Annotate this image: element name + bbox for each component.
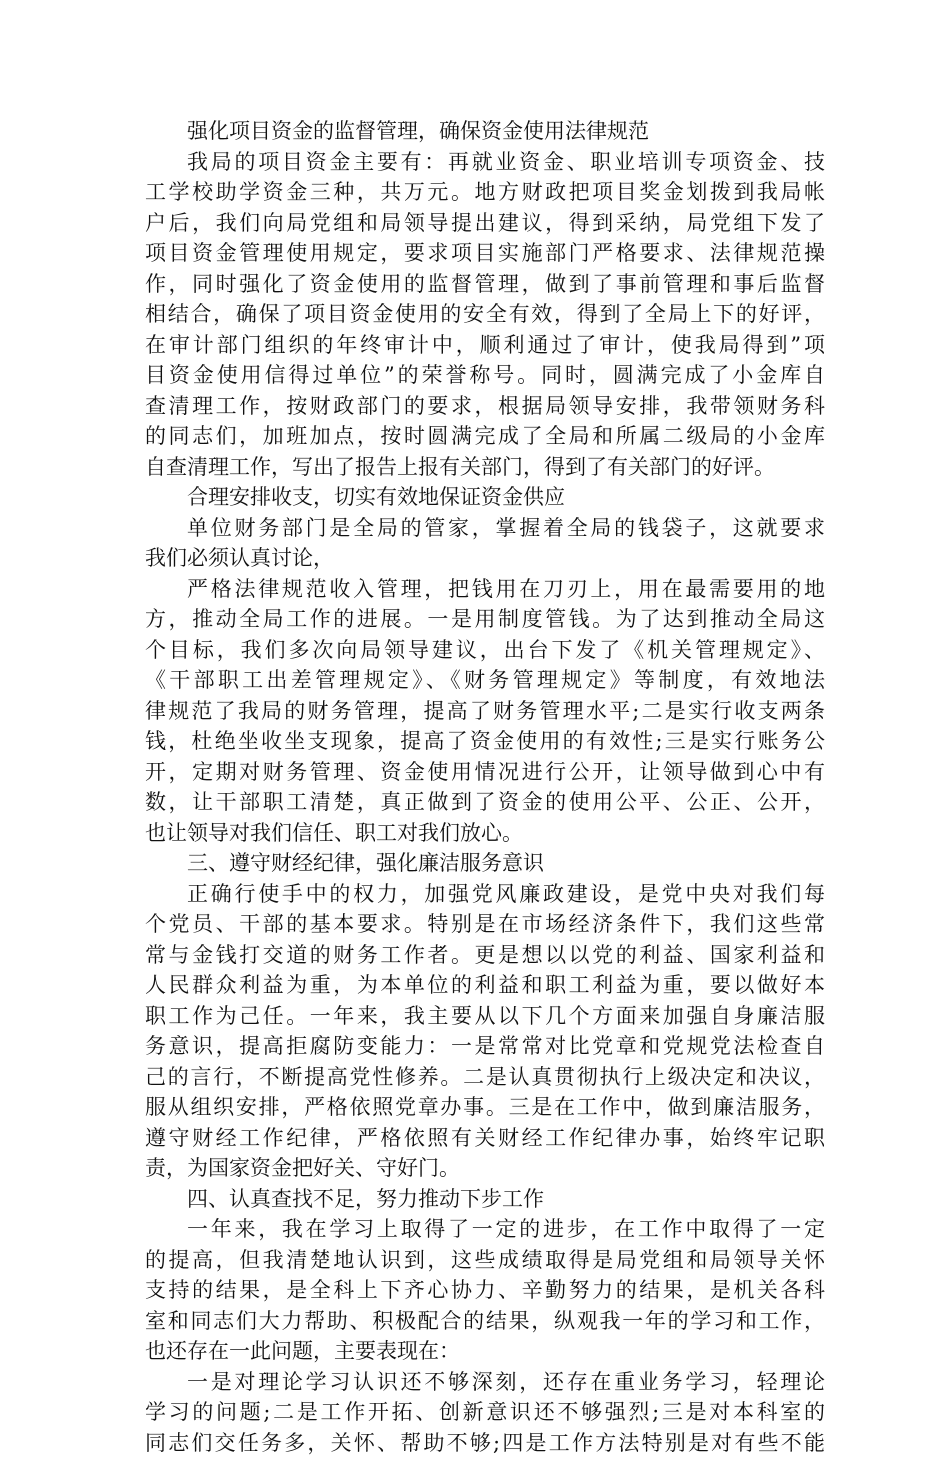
document-line: 我局的项目资金主要有：再就业资金、职业培训专项资金、技 — [145, 147, 825, 178]
document-line: 一年来，我在学习上取得了一定的进步，在工作中取得了一定 — [145, 1214, 825, 1245]
document-line: 户后，我们向局党组和局领导提出建议，得到采纳，局党组下发了 — [145, 208, 825, 239]
document-line: 《干部职工出差管理规定》、《财务管理规定》等制度，有效地法 — [145, 665, 825, 696]
document-line: 正确行使手中的权力，加强党风廉政建设，是党中央对我们每 — [145, 879, 825, 910]
document-line: 务意识，提高拒腐防变能力：一是常常对比党章和党规党法检查自 — [145, 1031, 825, 1062]
document-line: 也还存在一此问题，主要表现在： — [145, 1336, 825, 1367]
document-page — [145, 116, 825, 1458]
document-line: 也让领导对我们信任、职工对我们放心。 — [145, 818, 825, 849]
document-line: 单位财务部门是全局的管家，掌握着全局的钱袋子，这就要求 — [145, 513, 825, 544]
document-line: 严格法律规范收入管理，把钱用在刀刃上，用在最需要用的地 — [145, 574, 825, 605]
document-line: 开，定期对财务管理、资金使用情况进行公开，让领导做到心中有 — [145, 757, 825, 788]
document-line: 个目标，我们多次向局领导建议，出台下发了《机关管理规定》、 — [145, 635, 825, 666]
document-line: 人民群众利益为重，为本单位的利益和职工利益为重，要以做好本 — [145, 970, 825, 1001]
document-line: 在审计部门组织的年终审计中，顺利通过了审计，使我局得到”项 — [145, 330, 825, 361]
document-line: 工学校助学资金三种，共万元。地方财政把项目奖金划拨到我局帐 — [145, 177, 825, 208]
document-line: 己的言行，不断提高党性修养。二是认真贯彻执行上级决定和决议， — [145, 1062, 825, 1093]
document-line: 数，让干部职工清楚，真正做到了资金的使用公平、公正、公开， — [145, 787, 825, 818]
document-line: 一是对理论学习认识还不够深刻，还存在重业务学习，轻理论 — [145, 1367, 825, 1398]
document-line: 常与金钱打交道的财务工作者。更是想以以党的利益、国家利益和 — [145, 940, 825, 971]
document-line: 责，为国家资金把好关、守好门。 — [145, 1153, 825, 1184]
document-line: 同志们交任务多，关怀、帮助不够;四是工作方法特别是对有些不能 — [145, 1428, 825, 1458]
document-line: 服从组织安排，严格依照党章办事。三是在工作中，做到廉洁服务， — [145, 1092, 825, 1123]
document-line: 的提高，但我清楚地认识到，这些成绩取得是局党组和局领导关怀 — [145, 1245, 825, 1276]
document-line: 相结合，确保了项目资金使用的安全有效，得到了全局上下的好评， — [145, 299, 825, 330]
document-line: 强化项目资金的监督管理，确保资金使用法律规范 — [145, 116, 825, 147]
document-line: 目资金使用信得过单位”的荣誉称号。同时，圆满完成了小金库自 — [145, 360, 825, 391]
document-line: 职工作为己任。一年来，我主要从以下几个方面来加强自身廉洁服 — [145, 1001, 825, 1032]
document-line: 项目资金管理使用规定，要求项目实施部门严格要求、法律规范操 — [145, 238, 825, 269]
document-line: 作，同时强化了资金使用的监督管理，做到了事前管理和事后监督 — [145, 269, 825, 300]
document-line: 查清理工作，按财政部门的要求，根据局领导安排，我带领财务科 — [145, 391, 825, 422]
document-line: 我们必须认真讨论， — [145, 543, 825, 574]
document-line: 个党员、干部的基本要求。特别是在市场经济条件下，我们这些常 — [145, 909, 825, 940]
document-line: 三、遵守财经纪律，强化廉洁服务意识 — [145, 848, 825, 879]
document-line: 钱，杜绝坐收坐支现象，提高了资金使用的有效性;三是实行账务公 — [145, 726, 825, 757]
document-line: 的同志们，加班加点，按时圆满完成了全局和所属二级局的小金库 — [145, 421, 825, 452]
document-line: 室和同志们大力帮助、积极配合的结果，纵观我一年的学习和工作， — [145, 1306, 825, 1337]
document-line: 方，推动全局工作的进展。一是用制度管钱。为了达到推动全局这 — [145, 604, 825, 635]
document-line: 律规范了我局的财务管理，提高了财务管理水平;二是实行收支两条 — [145, 696, 825, 727]
document-line: 自查清理工作，写出了报告上报有关部门，得到了有关部门的好评。 — [145, 452, 825, 483]
document-line: 学习的问题;二是工作开拓、创新意识还不够强烈;三是对本科室的 — [145, 1397, 825, 1428]
document-line: 支持的结果，是全科上下齐心协力、辛勤努力的结果，是机关各科 — [145, 1275, 825, 1306]
document-line: 遵守财经工作纪律，严格依照有关财经工作纪律办事，始终牢记职 — [145, 1123, 825, 1154]
document-line: 合理安排收支，切实有效地保证资金供应 — [145, 482, 825, 513]
document-line: 四、认真查找不足，努力推动下步工作 — [145, 1184, 825, 1215]
